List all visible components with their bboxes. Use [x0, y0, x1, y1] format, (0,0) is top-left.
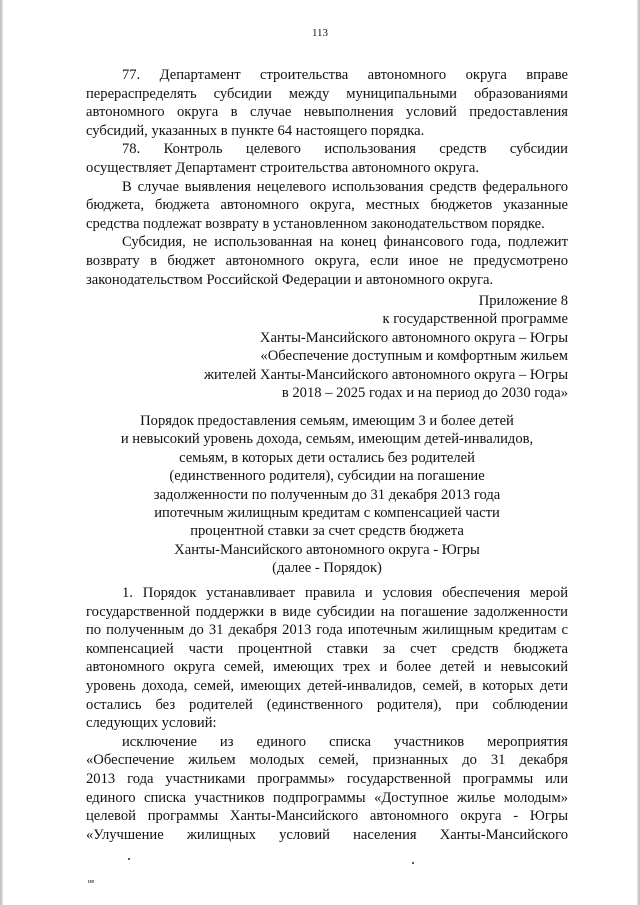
- text-line: автономного округа в случае невыполнения условий предоставления: [86, 104, 568, 121]
- text-line: следующих условий:: [86, 715, 217, 732]
- title-line: задолженности по полученным до 31 декабря 2013 года: [153, 486, 501, 503]
- bottom-section: [86, 584, 568, 844]
- text-line: возврату в бюджет автономного округа, если иное не предусмотрено: [86, 252, 568, 269]
- text-line: бюджета, бюджета автономного округа, местных бюджетов указанные: [86, 197, 568, 214]
- procedure-title: [86, 412, 568, 578]
- text-line: 77. Департамент строительства автономного округа вправе: [122, 67, 568, 83]
- title-line: семьям, в которых дети остались без родителей: [179, 449, 475, 466]
- title-line: Порядок предоставления семьям, имеющим 3 и более детей: [140, 413, 514, 429]
- appendix-line: Ханты-Мансийского автономного округа – Югры: [259, 329, 568, 346]
- paragraph-77: [86, 66, 568, 140]
- text-line: исключение из единого списка участников мероприятия: [122, 733, 568, 750]
- text-line: осуществляет Департамент строительства автономного округа.: [86, 159, 479, 176]
- text-line: уровень дохода, семей, имеющих детей-инвалидов, семей, в которых дети: [86, 677, 568, 694]
- text-line: «Улучшение жилищных условий населения Ханты-Мансийского: [86, 826, 568, 843]
- text-line: «Обеспечение жильем молодых семей, признанных до 31 декабря: [86, 752, 568, 769]
- text-line: перераспределять субсидии между муниципальными образованиями: [86, 85, 568, 102]
- text-line: средства подлежат возврату в установленном законодательством порядке.: [86, 215, 545, 232]
- scan-speck: [412, 862, 414, 864]
- title-line: и невысокий уровень дохода, семьям, имеющим детей-инвалидов,: [120, 431, 534, 448]
- title-line: ипотечным жилищным кредитам с компенсацией части: [154, 505, 500, 522]
- appendix-line: в 2018 – 2025 годах и на период до 2030 года»: [281, 385, 568, 402]
- text-line: остались без родителей (единственного родителя), при соблюдении: [86, 696, 568, 713]
- text-line: целевой программы Ханты-Мансийского автономного округа - Югры: [86, 808, 568, 825]
- paragraph-unused: [86, 233, 568, 289]
- text-line: 2013 года участниками программы» государственной программы или: [86, 770, 568, 787]
- top-section: [86, 66, 568, 289]
- paragraph-misuse: [86, 178, 568, 234]
- page-number: 113: [311, 27, 329, 39]
- text-line: по полученным до 31 декабря 2013 года ипотечным жилищным кредитам с: [86, 622, 568, 639]
- text-line: единого списка участников подпрограммы «Доступное жилье молодым»: [86, 789, 568, 806]
- paragraph-78: [86, 140, 568, 177]
- title-line: (единственного родителя), субсидии на погашение: [169, 468, 485, 485]
- scan-edge-left: [0, 0, 3, 905]
- appendix-line: жителей Ханты-Мансийского автономного округа – Югры: [203, 366, 568, 383]
- appendix-line: «Обеспечение доступным и комфортным жильем: [260, 348, 568, 365]
- footer-initials: нв: [88, 879, 95, 885]
- text-line: Субсидия, не использованная на конец финансового года, подлежит: [122, 234, 568, 251]
- paragraph-1: [86, 584, 568, 733]
- text-line: компенсацией части процентной ставки за счет средств бюджета: [86, 640, 568, 657]
- appendix-line: к государственной программе: [382, 311, 568, 328]
- text-line: 78. Контроль целевого использования средств субсидии: [122, 141, 568, 158]
- appendix-line: Приложение 8: [478, 293, 568, 309]
- text-line: В случае выявления нецелевого использования средств федерального: [122, 178, 568, 195]
- text-line: субсидий, указанных в пункте 64 настоящего порядка.: [86, 122, 425, 139]
- title-line: процентной ставки за счет средств бюджета: [190, 523, 464, 540]
- paragraph-exclusion: [86, 733, 568, 845]
- text-line: 1. Порядок устанавливает правила и условия обеспечения мерой: [122, 585, 568, 601]
- appendix-header: [204, 292, 568, 402]
- text-line: законодательством Российской Федерации и автономного округа.: [86, 271, 494, 288]
- text-line: государственной поддержки в виде субсидии на погашение задолженности: [86, 603, 568, 620]
- title-line: Ханты-Мансийского автономного округа - Югры: [174, 541, 480, 558]
- scan-speck: [128, 858, 130, 860]
- text-line: автономного округа семей, имеющих трех и более детей и невысокий: [86, 659, 568, 676]
- title-line: (далее - Порядок): [272, 560, 382, 577]
